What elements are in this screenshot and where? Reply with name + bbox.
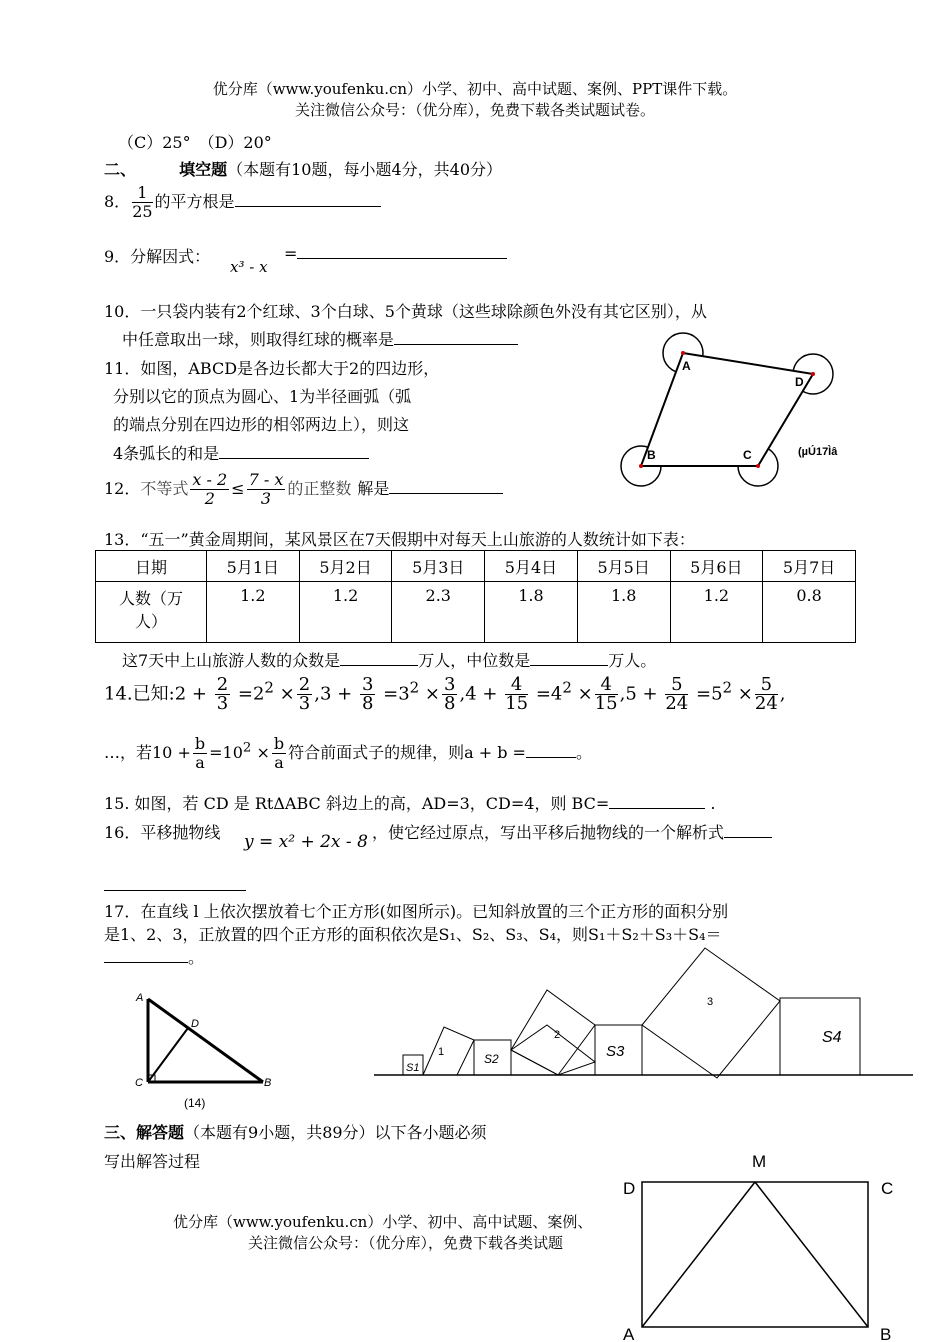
q14-base: 3 bbox=[398, 683, 410, 705]
q16-pre: 16．平移抛物线 bbox=[104, 823, 221, 842]
footer-line-2: 关注微信公众号：（优分库），免费下载各类试题 bbox=[248, 1234, 564, 1252]
q11-line-3: 的端点分别在四边形的相邻两边上），则这 bbox=[113, 415, 410, 434]
q13-median-blank[interactable] bbox=[530, 651, 608, 666]
q9-expression: x³ - x bbox=[230, 258, 268, 276]
q13-tail bbox=[122, 648, 656, 671]
q15-text: 15. 如图，若 CD 是 RtΔABC 斜边上的高，AD=3，CD=4，则 BC= bbox=[104, 794, 610, 813]
label-a: A bbox=[682, 359, 691, 373]
right-triangle-figure bbox=[130, 985, 280, 1110]
table-cell-count: 1.2 bbox=[670, 582, 763, 643]
segment-bm bbox=[755, 1182, 868, 1327]
frac-den: 3 bbox=[298, 693, 311, 714]
q8-answer-blank[interactable] bbox=[235, 192, 381, 207]
label-2: 2 bbox=[554, 1029, 561, 1041]
q8-fraction bbox=[132, 184, 152, 221]
table-cell-date: 5月1日 bbox=[207, 551, 300, 582]
frac-num: 3 bbox=[361, 674, 374, 695]
q17-line-3 bbox=[104, 945, 204, 968]
q14-fraction bbox=[442, 676, 457, 713]
squares-figure bbox=[370, 940, 915, 1080]
tri-label-b: B bbox=[264, 1077, 272, 1089]
q16-post bbox=[372, 820, 772, 843]
table-row-dates bbox=[96, 551, 856, 582]
table-cell-count: 1.2 bbox=[299, 582, 392, 643]
table-cell-date: 5月3日 bbox=[392, 551, 485, 582]
header-line-1: 优分库（www.youfenku.cn）小学、初中、高中试题、案例、PPT课件下载。 bbox=[212, 80, 738, 98]
tri-label-c: C bbox=[135, 1077, 143, 1089]
frac-den: 8 bbox=[444, 693, 456, 714]
tilted-square-2-top bbox=[511, 990, 595, 1075]
q15-end: . bbox=[710, 794, 716, 813]
frac-num: 5 bbox=[665, 676, 688, 695]
q14-line2-pre: …，若10 + bbox=[104, 743, 191, 762]
q12-fraction-2 bbox=[247, 471, 286, 508]
previous-options: （C）25° （D）20° bbox=[118, 133, 272, 152]
header-line-2: 关注微信公众号：（优分库），免费下载各类试题试卷。 bbox=[294, 101, 655, 119]
q11-line-4 bbox=[113, 441, 369, 464]
side-ab bbox=[148, 999, 263, 1082]
q14-term: 2 bbox=[174, 683, 187, 705]
q9-answer-blank[interactable] bbox=[297, 244, 507, 259]
label-s3: S3 bbox=[606, 1043, 625, 1060]
q9-number: 9．分解因式： bbox=[104, 247, 211, 266]
frac-den: 15 bbox=[505, 693, 529, 714]
q12-le: ≤ bbox=[231, 479, 245, 498]
q14-line-2: …，若10 + $\frac{b}{a}$ $=10^2$ × $\frac{b}{a}$ 符合前面式子的规律，则a + b = 。 bbox=[104, 734, 592, 772]
question-8 bbox=[104, 184, 381, 221]
q14-b: b bbox=[194, 734, 206, 753]
tilted-square-3 bbox=[642, 948, 780, 1078]
q17-line-2: 是1、2、3，正放置的四个正方形的面积依次是S₁、S₂、S₃、S₄，则S₁＋S₂＋S₃＋S₄＝ bbox=[104, 925, 722, 944]
q13-tail-b: 万人，中位数是 bbox=[418, 651, 531, 670]
q14-answer-blank[interactable] bbox=[526, 743, 576, 758]
section-3-title: 三、解答题 bbox=[104, 1123, 185, 1142]
frac-num: 5 bbox=[755, 676, 778, 695]
q13-tail-a: 这7天中上山旅游人数的众数是 bbox=[122, 651, 341, 670]
section-3-heading bbox=[104, 1120, 487, 1143]
frac-den: 15 bbox=[594, 693, 618, 714]
frac-den: 3 bbox=[216, 693, 229, 714]
q14-base: 2 bbox=[252, 683, 265, 705]
q14-line-1: 14.已知:2 + $\frac{2}{3}$ $=2^2$ × $\frac{2}{3}$ ,3 + $\frac{3}{8}$ $=3^2$ × $\frac{3}{8}$ ,4 + $\frac{4}{15}$ $=4^2$ × $\frac{4}{15}$ ,5 + $\frac{5}{24}$ $=5^2$ × $\frac{5}{24}$ , bbox=[104, 674, 786, 714]
table-cell-count: 0.8 bbox=[763, 582, 856, 643]
q11-line-4-text: 4条弧长的和是 bbox=[113, 444, 220, 463]
q12-answer-blank[interactable] bbox=[389, 479, 503, 494]
label-s2: S2 bbox=[484, 1052, 499, 1066]
q14-line2-post: 符合前面式子的规律，则a + b = bbox=[288, 743, 526, 762]
q17-line-1: 17．在直线 l 上依次摆放着七个正方形(如图所示)。已知斜放置的三个正方形的面积分别 bbox=[104, 902, 729, 921]
q16-expression: y = x² + 2x - 8 bbox=[244, 832, 368, 852]
q14-ba-fraction-2 bbox=[272, 735, 286, 772]
q10-line-2-text: 中任意取出一球，则取得红球的概率是 bbox=[122, 330, 395, 349]
label-1: 1 bbox=[438, 1046, 445, 1058]
q14-term: 5 bbox=[625, 683, 637, 705]
q15-answer-blank[interactable] bbox=[609, 794, 705, 809]
q11-line-1: 11．如图，ABCD是各边长都大于2的四边形， bbox=[104, 359, 440, 378]
frac-den: 24 bbox=[665, 693, 689, 714]
frac-num: 2 bbox=[216, 674, 229, 695]
q10-line-1: 10．一只袋内装有2个红球、3个白球、5个黄球（这些球除颜色外没有其它区别），从 bbox=[104, 302, 707, 321]
table-header-count bbox=[96, 582, 207, 643]
label-d: D bbox=[795, 375, 804, 389]
q12-fraction-1 bbox=[190, 471, 229, 508]
q13-mode-blank[interactable] bbox=[340, 651, 418, 666]
q14-fraction bbox=[755, 676, 778, 713]
tri-label-d: D bbox=[191, 1018, 199, 1030]
tri-caption: (14) bbox=[184, 1096, 206, 1110]
q8-denominator: 25 bbox=[132, 202, 153, 221]
q14-ba-fraction bbox=[193, 735, 207, 772]
label-s1: S1 bbox=[406, 1062, 420, 1074]
question-15 bbox=[104, 791, 715, 814]
q9-answer bbox=[284, 244, 507, 263]
table-cell-count: 1.8 bbox=[485, 582, 578, 643]
quadrilateral-abcd bbox=[641, 353, 813, 466]
q13-intro: 13．“五一”黄金周期间，某风景区在7天假期中对每天上山旅游的人数统计如下表： bbox=[104, 530, 695, 549]
count-label-a: 人数（万 bbox=[118, 589, 183, 608]
q14-base: 5 bbox=[711, 683, 723, 705]
section-3-line-2: 写出解答过程 bbox=[104, 1152, 201, 1171]
q12-pre: 不等式 bbox=[140, 479, 189, 498]
rect-label-c: C bbox=[881, 1179, 894, 1198]
q14-a: a bbox=[195, 753, 205, 772]
q8-text: 的平方根是 bbox=[154, 192, 235, 211]
q14-fraction bbox=[215, 676, 230, 713]
label-c: C bbox=[743, 448, 752, 462]
q8-numerator: 1 bbox=[132, 184, 152, 203]
table-cell-date: 5月4日 bbox=[485, 551, 578, 582]
q14-fraction bbox=[360, 676, 375, 713]
q12-mid: 的正整数 bbox=[287, 479, 352, 498]
question-12 bbox=[104, 471, 503, 508]
q10-answer-blank[interactable] bbox=[394, 330, 518, 345]
table-header-date: 日期 bbox=[96, 551, 207, 582]
q12-num-2: 7 - x bbox=[248, 470, 284, 489]
section-2-number: 二、 bbox=[104, 160, 137, 179]
figure-caption: (µÚ17Ìâ bbox=[798, 446, 838, 458]
q17-answer-blank[interactable] bbox=[104, 948, 188, 963]
table-cell-count: 2.3 bbox=[392, 582, 485, 643]
q14-fraction bbox=[505, 676, 528, 713]
tilted-square-1 bbox=[423, 1027, 474, 1075]
q14-fraction bbox=[595, 676, 618, 713]
frac-num: 4 bbox=[505, 676, 528, 695]
q16-answer-blank-continued[interactable] bbox=[104, 890, 246, 891]
tilted-square-2 bbox=[511, 1025, 595, 1075]
q14-eq2: =10 bbox=[209, 743, 243, 762]
footer-line-1: 优分库（www.youfenku.cn）小学、初中、高中试题、案例、 bbox=[173, 1213, 593, 1231]
section-3-desc: （本题有9小题，共89分）以下各小题必须 bbox=[184, 1123, 487, 1142]
frac-num: 4 bbox=[595, 676, 618, 695]
q14-term: 4 bbox=[465, 683, 477, 705]
label-b: B bbox=[647, 448, 656, 462]
q11-answer-blank[interactable] bbox=[219, 444, 369, 459]
square-s4 bbox=[780, 998, 860, 1075]
tri-label-a: A bbox=[136, 992, 144, 1004]
section-2-title: 填空题 bbox=[179, 160, 228, 179]
q8-number: 8． bbox=[104, 192, 131, 211]
count-label-b: 人） bbox=[134, 612, 167, 631]
q12-den-2: 3 bbox=[260, 489, 272, 508]
segment-am bbox=[642, 1182, 755, 1327]
rect-label-m: M bbox=[752, 1152, 767, 1171]
q12-number: 12． bbox=[104, 479, 141, 498]
rect-label-d: D bbox=[623, 1179, 636, 1198]
q14-base: 4 bbox=[550, 683, 563, 705]
table-row-counts bbox=[96, 582, 856, 643]
q14-fraction bbox=[665, 676, 688, 713]
section-2-heading bbox=[104, 157, 502, 180]
q17-end: 。 bbox=[188, 948, 205, 967]
frac-den: 8 bbox=[361, 693, 374, 714]
q9-equals: = bbox=[284, 244, 298, 263]
table-cell-count: 1.8 bbox=[577, 582, 670, 643]
q16-post-text: ，使它经过原点，写出平移后抛物线的一个解析式 bbox=[372, 823, 725, 842]
rectangle-abcd bbox=[642, 1182, 868, 1327]
q12-num-1: x - 2 bbox=[192, 470, 228, 489]
frac-den: 24 bbox=[754, 693, 778, 714]
frac-num: 2 bbox=[298, 674, 311, 695]
q14-a-2: a bbox=[274, 753, 284, 772]
frac-num: 3 bbox=[444, 674, 456, 695]
altitude-cd bbox=[148, 1028, 188, 1082]
rect-label-a: A bbox=[623, 1325, 635, 1342]
q12-den-1: 2 bbox=[204, 489, 215, 508]
label-3: 3 bbox=[707, 996, 714, 1008]
q16-answer-blank[interactable] bbox=[724, 823, 772, 838]
q14-b-2: b bbox=[273, 734, 285, 753]
q10-line-2 bbox=[122, 327, 518, 350]
q14-lead: 14.已知: bbox=[104, 683, 175, 705]
rectangle-figure bbox=[615, 1148, 905, 1342]
table-cell-date: 5月5日 bbox=[577, 551, 670, 582]
table-cell-date: 5月6日 bbox=[670, 551, 763, 582]
q14-fraction bbox=[297, 676, 312, 713]
q13-tail-c: 万人。 bbox=[608, 651, 657, 670]
label-s4: S4 bbox=[822, 1029, 842, 1046]
table-cell-date: 5月2日 bbox=[299, 551, 392, 582]
q11-line-2: 分别以它的顶点为圆心、1为半径画弧（弧 bbox=[113, 387, 412, 406]
table-cell-count: 1.2 bbox=[207, 582, 300, 643]
q14-end: 。 bbox=[575, 743, 592, 762]
table-cell-date: 5月7日 bbox=[763, 551, 856, 582]
section-2-desc: （本题有10题，每小题4分，共40分） bbox=[227, 160, 503, 179]
visitor-table bbox=[95, 550, 856, 643]
rect-label-b: B bbox=[880, 1325, 892, 1342]
q12-post: 解是 bbox=[357, 479, 390, 498]
quadrilateral-figure bbox=[610, 330, 860, 490]
q14-term: 3 bbox=[319, 683, 332, 705]
